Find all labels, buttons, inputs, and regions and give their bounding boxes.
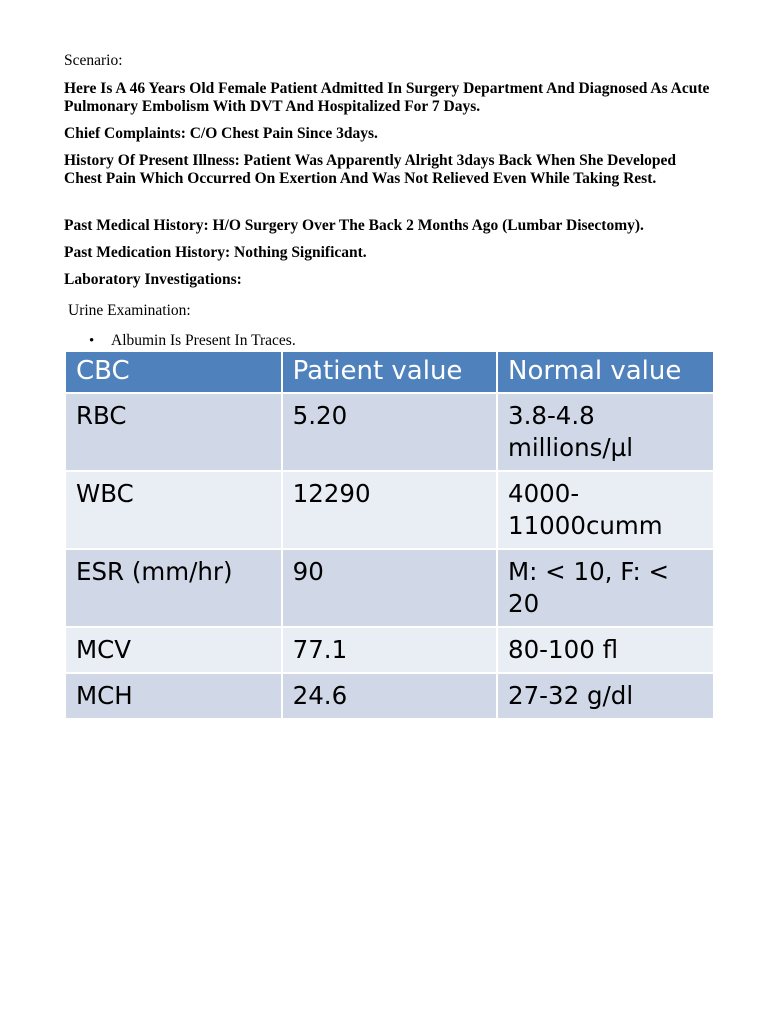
- normal-value: 80-100 fl: [497, 627, 714, 673]
- urine-bullet-text: Albumin Is Present In Traces.: [111, 332, 296, 349]
- row-label: WBC: [65, 471, 282, 549]
- row-label: RBC: [65, 393, 282, 471]
- bullet-icon: •: [89, 333, 95, 349]
- urine-examination: Urine Examination:: [68, 302, 191, 319]
- normal-value: M: < 10, F: < 20: [497, 549, 714, 627]
- normal-value: 27-32 g/dl: [497, 673, 714, 719]
- lab-investigations: Laboratory Investigations:: [64, 271, 242, 288]
- table-row: [65, 627, 714, 673]
- table-row: [65, 471, 714, 549]
- history-present-illness: History Of Present Illness: Patient Was Apparently Alright 3days Back When She Developed Chest Pain Which Occurred On Exertion And Was Not Relieved Even While Taking Rest.: [64, 152, 677, 187]
- patient-value: 24.6: [282, 673, 497, 719]
- header-patient-value: Patient value: [282, 351, 497, 393]
- scenario-text: Here Is A 46 Years Old Female Patient Admitted In Surgery Department And Diagnosed As Acute Pulmonary Embolism With DVT And Hospitalized For 7 Days.: [64, 80, 710, 115]
- normal-value: 4000-11000cumm: [497, 471, 714, 549]
- table-row: [65, 673, 714, 719]
- normal-value: 3.8-4.8 millions/µl: [497, 393, 714, 471]
- chief-complaints: Chief Complaints: C/O Chest Pain Since 3days.: [64, 125, 378, 142]
- cbc-table: [64, 350, 715, 720]
- row-label: MCH: [65, 673, 282, 719]
- header-cbc: CBC: [65, 351, 282, 393]
- patient-value: 90: [282, 549, 497, 627]
- patient-value: 77.1: [282, 627, 497, 673]
- table-row: [65, 549, 714, 627]
- table-row: [65, 393, 714, 471]
- patient-value: 12290: [282, 471, 497, 549]
- header-normal-value: Normal value: [497, 351, 714, 393]
- patient-value: 5.20: [282, 393, 497, 471]
- row-label: MCV: [65, 627, 282, 673]
- row-label: ESR (mm/hr): [65, 549, 282, 627]
- past-medication-history: Past Medication History: Nothing Significant.: [64, 244, 367, 261]
- scenario-label: Scenario:: [64, 52, 123, 69]
- past-medical-history: Past Medical History: H/O Surgery Over The Back 2 Months Ago (Lumbar Disectomy).: [64, 217, 644, 234]
- table-header-row: [65, 351, 714, 393]
